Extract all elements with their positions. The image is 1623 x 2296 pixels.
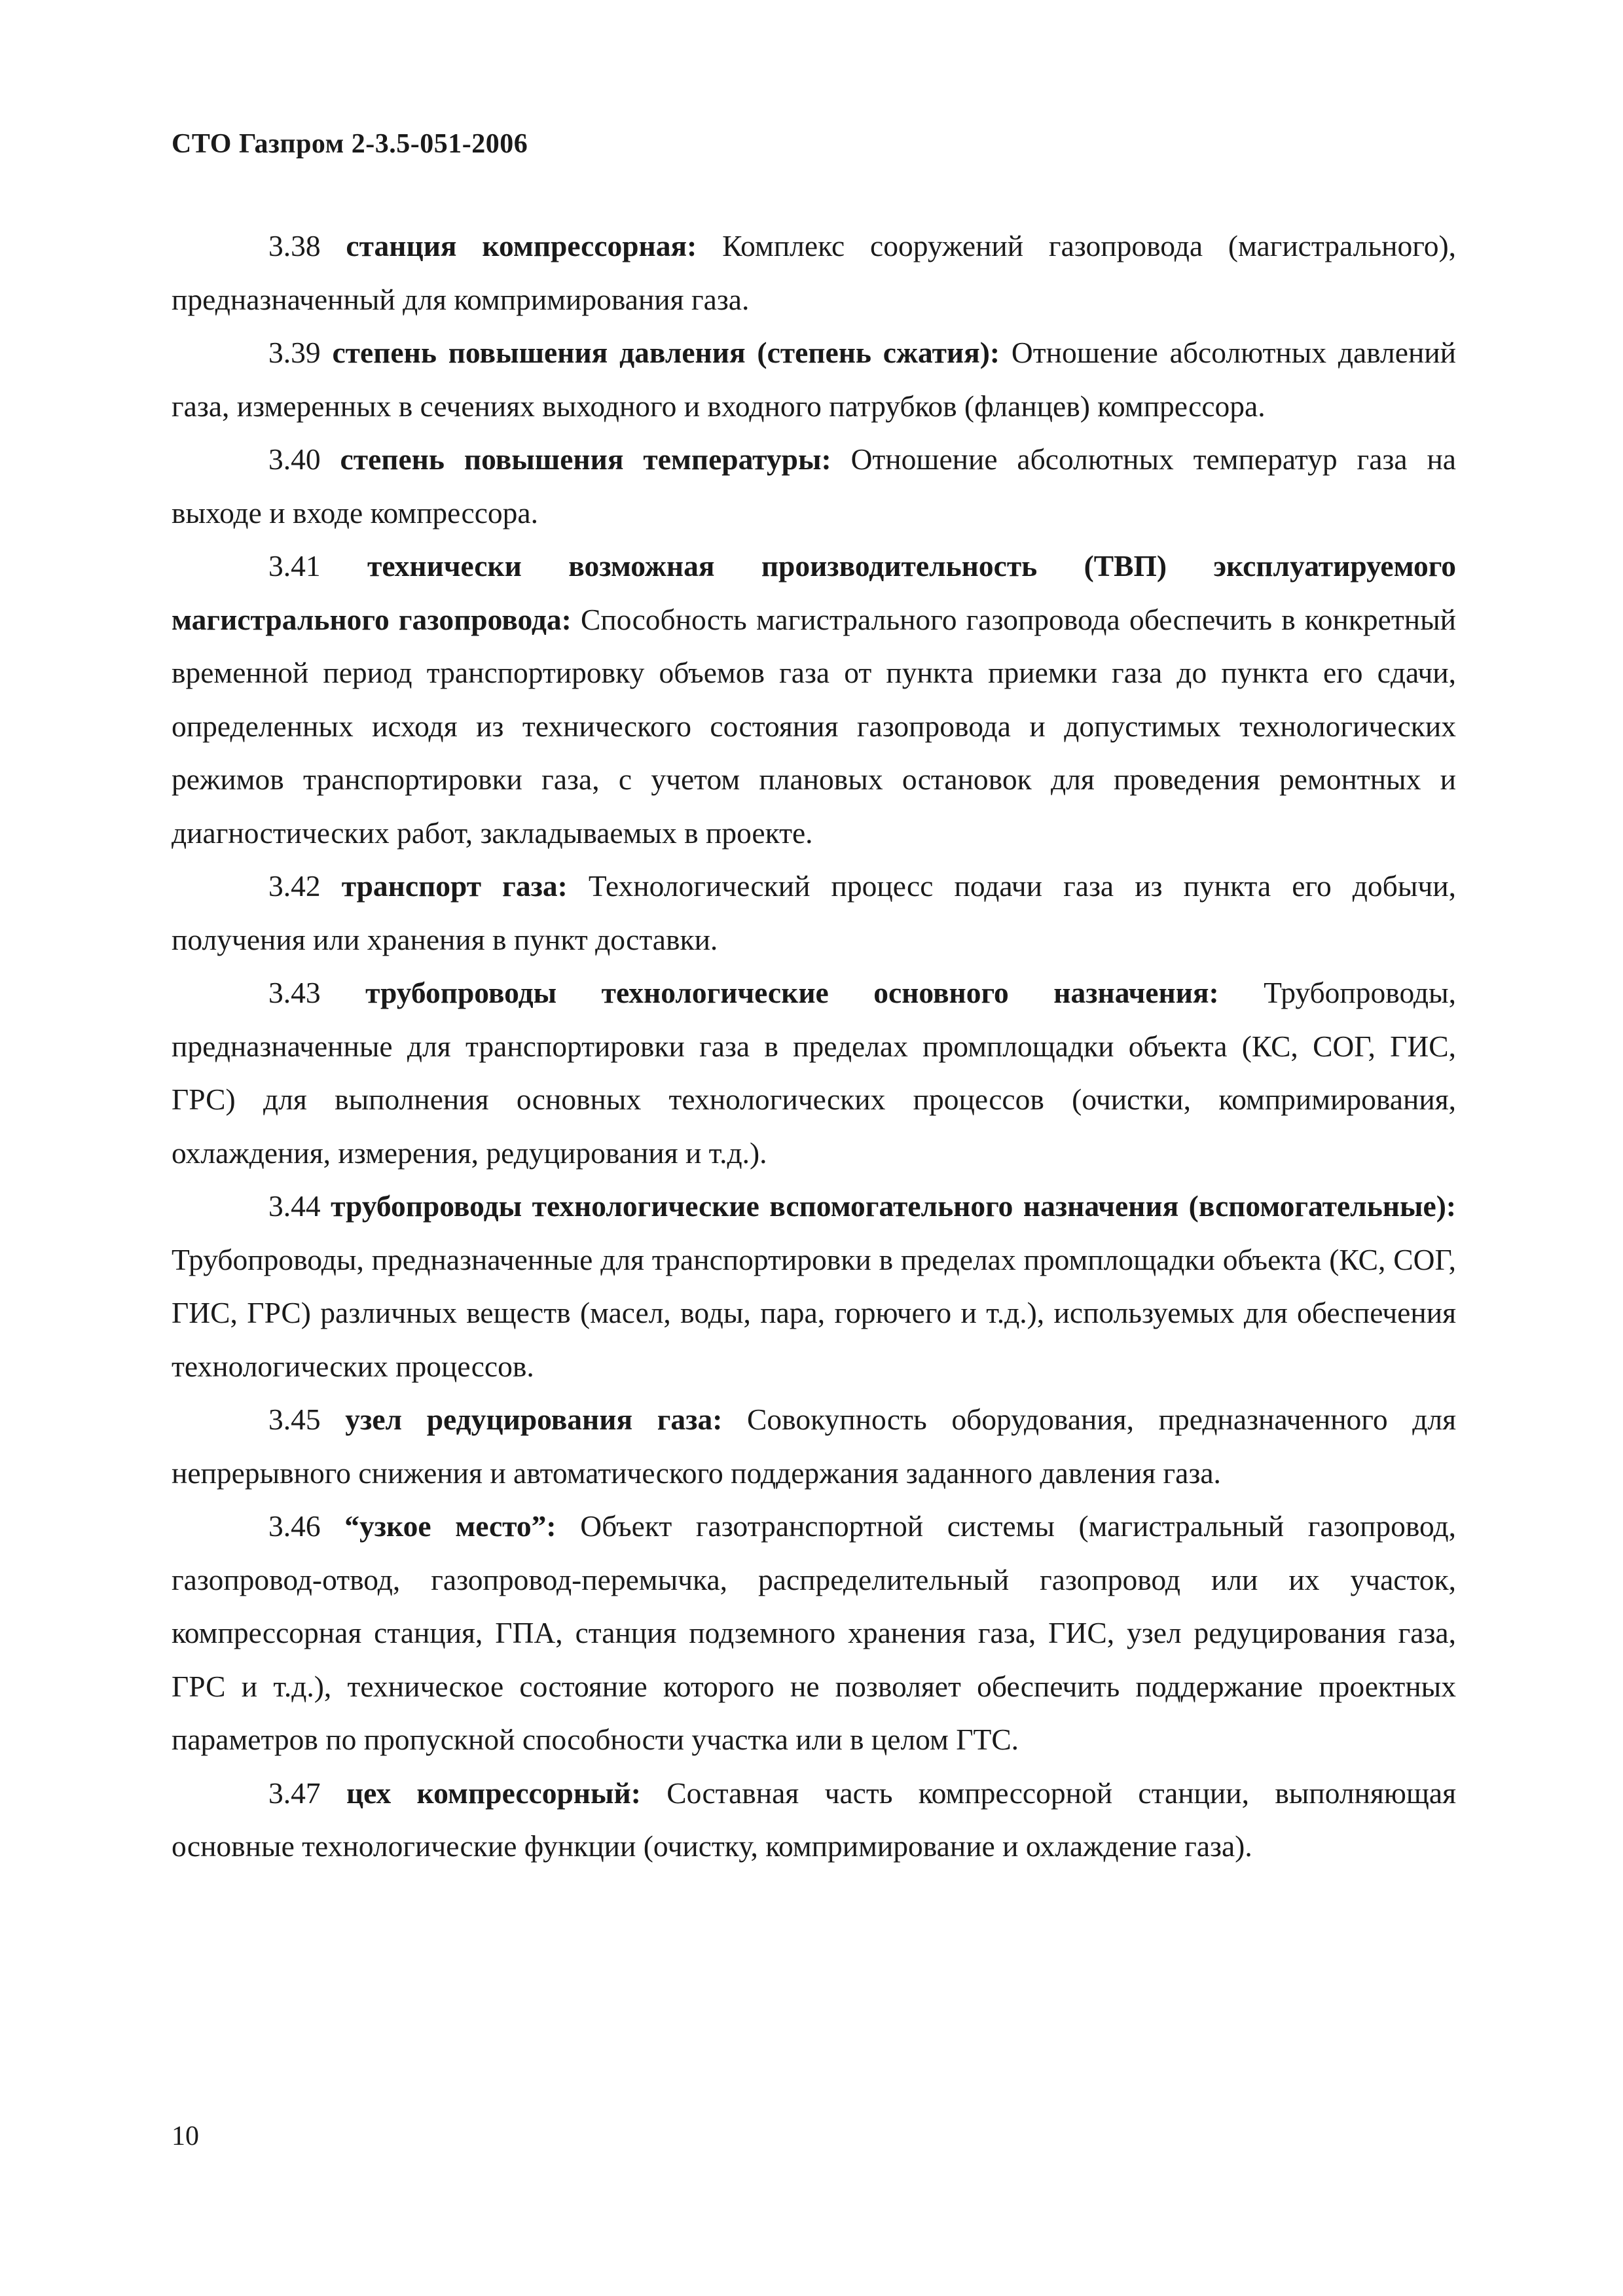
definition-3-47 — [172, 1767, 1456, 1873]
definition-number: 3.39 — [268, 336, 321, 369]
definition-text: Трубопроводы, предназначенные для транспортировки газа в пределах промплощадки объекта (КС, СОГ, ГИС, ГРС) для выполнения основных технологических процессов (очистки, компримирования, охлаждения, измерения, редуцирования и т.д.). — [172, 976, 1456, 1170]
definition-term: степень повышения температуры: — [340, 442, 831, 476]
definition-3-41 — [172, 539, 1456, 859]
definition-number: 3.38 — [268, 229, 321, 262]
definition-term: станция компрессорная: — [346, 229, 697, 262]
definition-number: 3.45 — [268, 1403, 321, 1436]
definition-text: Технологический процесс подачи газа из пункта его добычи, получения или хранения в пункт доставки. — [172, 869, 1457, 956]
definition-3-46 — [172, 1499, 1456, 1767]
definition-number: 3.41 — [268, 549, 321, 583]
definition-number: 3.40 — [268, 442, 321, 476]
definition-number: 3.43 — [268, 976, 321, 1009]
definition-3-44 — [172, 1179, 1456, 1393]
definitions-list — [172, 219, 1456, 1873]
definition-term: транспорт газа: — [341, 869, 568, 903]
definition-3-39 — [172, 326, 1456, 433]
definition-3-45 — [172, 1393, 1456, 1499]
definition-term: трубопроводы технологические основного назначения: — [365, 976, 1219, 1009]
definition-text: Комплекс сооружений газопровода (магистрального), предназначенный для компримирования газа. — [172, 229, 1457, 316]
definition-3-40 — [172, 433, 1456, 539]
definition-term: цех компрессорный: — [346, 1776, 641, 1810]
definition-term: степень повышения давления (степень сжатия): — [332, 336, 1000, 369]
definition-number: 3.44 — [268, 1189, 321, 1223]
definition-text: Отношение абсолютных давлений газа, измеренных в сечениях выходного и входного патрубков (фланцев) компрессора. — [172, 336, 1457, 423]
document-header: СТО Газпром 2-3.5-051-2006 — [172, 129, 528, 159]
definition-text: Способность магистрального газопровода обеспечить в конкретный временной период транспортировку объемов газа от пункта приемки газа до пункта его сдачи, определенных исходя из технического состояния газопровода и допустимых технологических режимов транспортировки газа, с учетом плановых остановок для проведения ремонтных и диагностических работ, закладываемых в проекте. — [172, 602, 1456, 850]
definition-term: “узкое место”: — [344, 1509, 556, 1543]
definition-number: 3.42 — [268, 869, 321, 903]
definition-number: 3.46 — [268, 1509, 321, 1543]
definition-number: 3.47 — [268, 1776, 321, 1810]
definition-term: узел редуцирования газа: — [345, 1403, 723, 1436]
definition-3-42 — [172, 859, 1456, 966]
definition-text: Совокупность оборудования, предназначенного для непрерывного снижения и автоматического поддержания заданного давления газа. — [172, 1403, 1457, 1490]
definition-term: трубопроводы технологические вспомогательного назначения (вспомогательные): — [331, 1189, 1456, 1223]
page-number: 10 — [172, 2121, 199, 2151]
definition-text: Объект газотранспортной системы (магистральный газопровод, газопровод-отвод, газопровод-перемычка, распределительный газопровод или их участок, компрессорная станция, ГПА, станция подземного хранения газа, ГИС, узел редуцирования газа, ГРС и т.д.), техническое состояние которого не позволяет обеспечить поддержание проектных параметров по пропускной способности участка или в целом ГТС. — [172, 1509, 1457, 1756]
definition-text: Трубопроводы, предназначенные для транспортировки в пределах промплощадки объекта (КС, СОГ, ГИС, ГРС) различных веществ (масел, воды, пара, горючего и т.д.), используемых для обеспечения технологических процессов. — [172, 1242, 1456, 1383]
definition-3-43 — [172, 966, 1456, 1179]
definition-text: Составная часть компрессорной станции, выполняющая основные технологические функции (очистку, компримирование и охлаждение газа). — [172, 1776, 1457, 1863]
definition-text: Отношение абсолютных температур газа на выходе и входе компрессора. — [172, 442, 1457, 529]
definition-3-38 — [172, 219, 1456, 326]
definition-term: технически возможная производительность (ТВП) эксплуатируемого магистрального газопровода: — [172, 549, 1457, 636]
